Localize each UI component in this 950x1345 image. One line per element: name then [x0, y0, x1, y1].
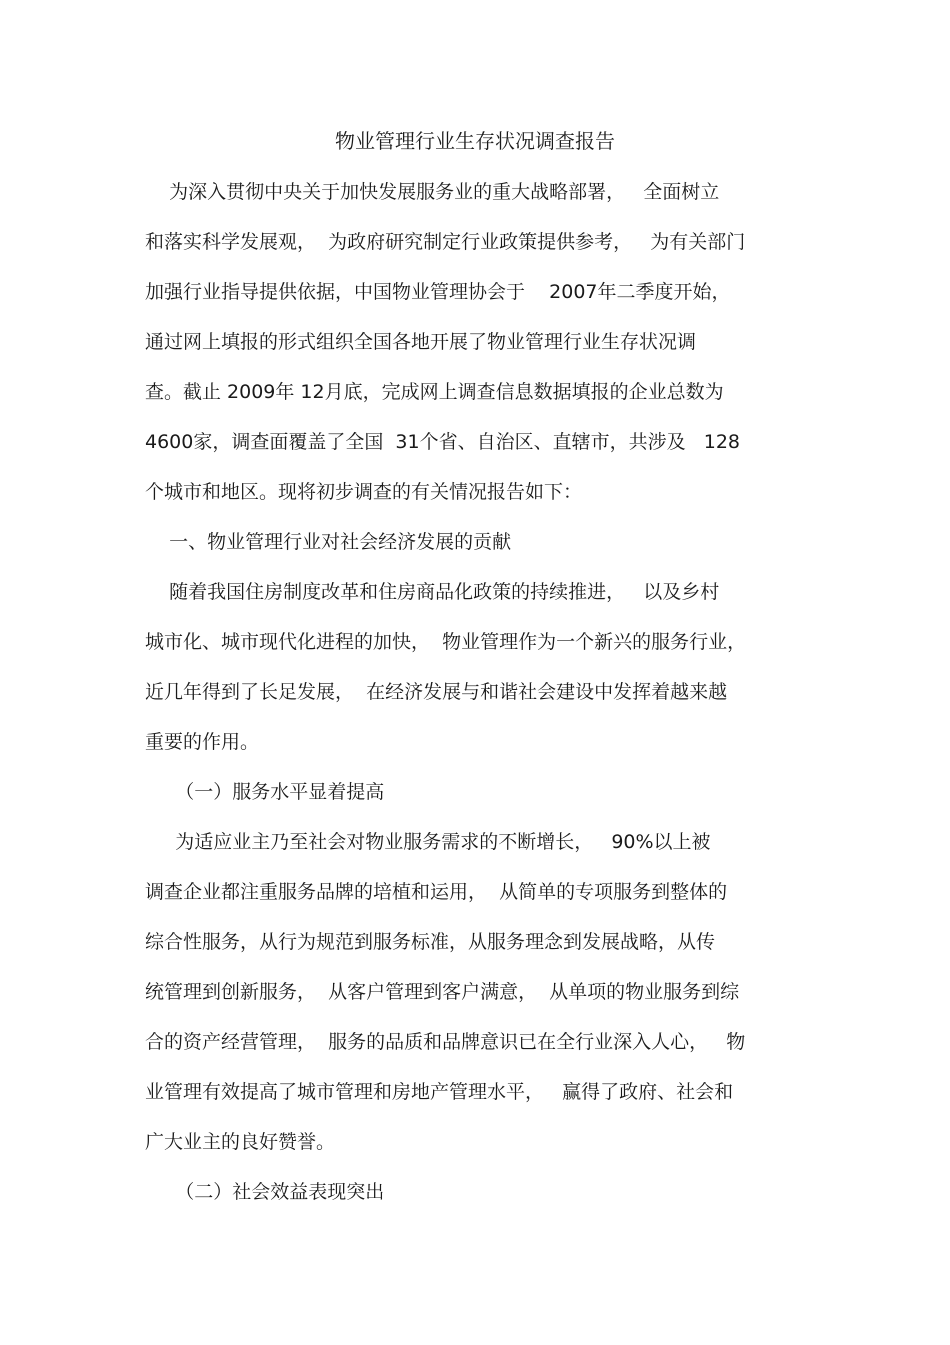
text-line: 随着我国住房制度改革和住房商品化政策的持续推进， 以及乡村 [145, 581, 720, 603]
subsection-heading: （一）服务水平显着提高 [145, 781, 385, 803]
text-line: 业管理有效提高了城市管理和房地产管理水平， 赢得了政府、社会和 [145, 1081, 734, 1103]
text-line: 为适应业主乃至社会对物业服务需求的不断增长， 90%以上被 [145, 831, 711, 853]
text-line: 为深入贯彻中央关于加快发展服务业的重大战略部署， 全面树立 [145, 181, 720, 203]
document-title: 物业管理行业生存状况调查报告 [335, 129, 615, 153]
text-line: 加强行业指导提供依据，中国物业管理协会于 2007年二季度开始， [145, 281, 731, 303]
text-line: 和落实科学发展观， 为政府研究制定行业政策提供参考， 为有关部门 [145, 231, 746, 253]
text-line: 统管理到创新服务， 从客户管理到客户满意， 从单项的物业服务到综 [145, 981, 740, 1003]
text-line: 查。截止 2009年 12月底，完成网上调查信息数据填报的企业总数为 [145, 381, 724, 403]
text-line: 4600家，调查面覆盖了全国 31个省、自治区、直辖市，共涉及 128 [145, 431, 740, 453]
section-heading: 一、物业管理行业对社会经济发展的贡献 [145, 531, 512, 553]
text-line: 城市化、城市现代化进程的加快， 物业管理作为一个新兴的服务行业， [145, 631, 747, 653]
text-line: 调查企业都注重服务品牌的培植和运用， 从简单的专项服务到整体的 [145, 881, 728, 903]
text-line: 重要的作用。 [145, 731, 260, 753]
text-line: 近几年得到了长足发展， 在经济发展与和谐社会建设中发挥着越来越 [145, 681, 728, 703]
text-line: 合的资产经营管理， 服务的品质和品牌意识已在全行业深入人心， 物 [145, 1031, 746, 1053]
text-line: 综合性服务，从行为规范到服务标准，从服务理念到发展战略，从传 [145, 931, 716, 953]
text-line: 个城市和地区。现将初步调查的有关情况报告如下： [145, 481, 583, 503]
text-line: 通过网上填报的形式组织全国各地开展了物业管理行业生存状况调 [145, 331, 697, 353]
text-line: 广大业主的良好赞誉。 [145, 1131, 336, 1153]
subsection-heading: （二）社会效益表现突出 [145, 1181, 385, 1203]
